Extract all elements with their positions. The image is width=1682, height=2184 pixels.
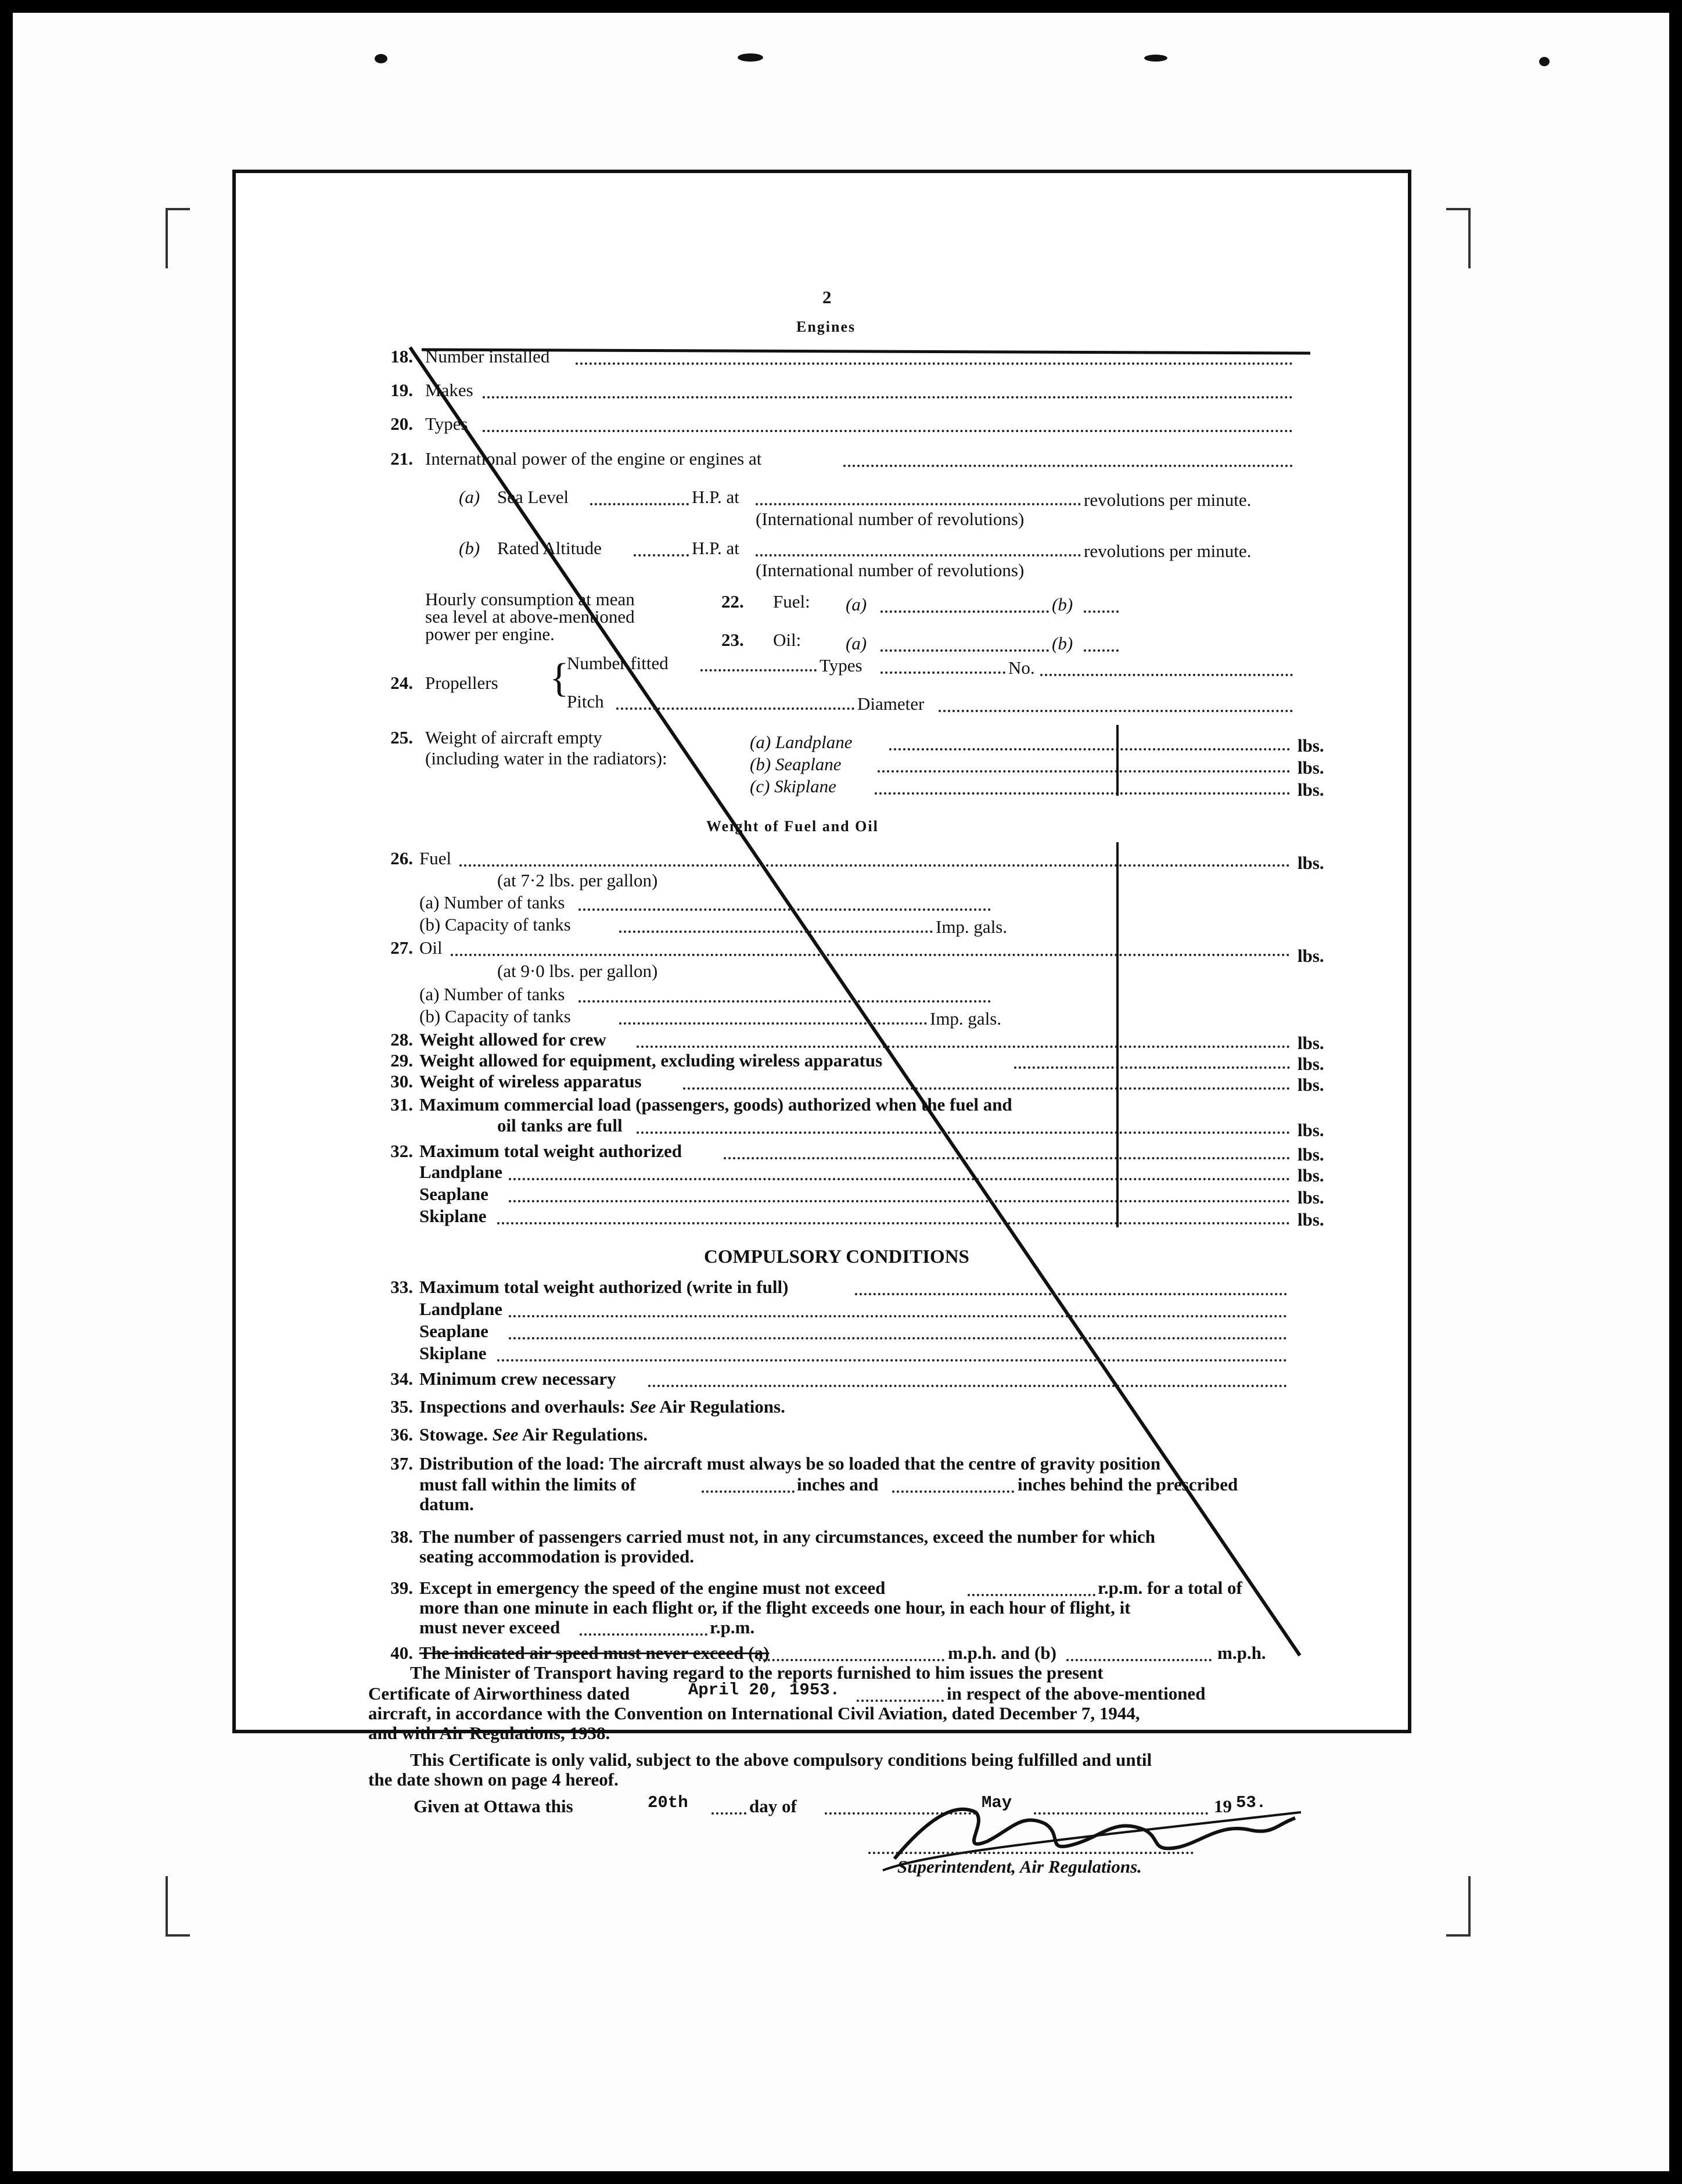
item-number: 30.	[390, 1071, 413, 1091]
fill-line	[702, 1490, 795, 1493]
item-number: 33.	[390, 1277, 413, 1297]
item-number: 20.	[390, 414, 413, 434]
skiplane-label: Skiplane	[419, 1206, 487, 1226]
seaplane-label: Seaplane	[419, 1184, 488, 1204]
corner-bracket	[166, 208, 190, 268]
types-label: Types	[820, 655, 862, 676]
given-century: 19	[1214, 1796, 1232, 1816]
item-number: 25.	[390, 727, 413, 748]
rev-label: revolutions per minute.	[1084, 541, 1252, 561]
weight-empty-label: (including water in the radiators):	[425, 748, 667, 768]
fill-line	[637, 1046, 1290, 1048]
hp-at: H.P. at	[692, 487, 739, 507]
fill-line	[855, 1293, 1287, 1295]
fill-line	[483, 396, 1293, 398]
c37-line: must fall within the limits of	[419, 1474, 636, 1495]
fill-line	[711, 1812, 746, 1815]
item-label: Number installed	[425, 346, 550, 367]
oil-label: Oil	[419, 937, 443, 958]
cert-line: and with Air Regulations, 1938.	[368, 1723, 610, 1743]
item-number: 28.	[390, 1029, 413, 1050]
cert-line: in respect of the above-mentioned	[947, 1683, 1206, 1704]
item-label: Makes	[425, 380, 473, 400]
fill-line	[616, 707, 854, 710]
fill-line	[1066, 1659, 1212, 1661]
item-number: 39.	[390, 1578, 413, 1598]
fill-line	[576, 362, 1293, 365]
given-month: May	[982, 1793, 1012, 1812]
commercial-label: oil tanks are full	[497, 1115, 623, 1136]
no-label: No.	[1008, 658, 1035, 678]
certificate-page	[232, 170, 1411, 1733]
sea-level-label: Sea Level	[497, 487, 569, 507]
item-label: International power of the engine or engines at	[425, 448, 762, 469]
fill-line	[968, 1594, 1095, 1596]
c39-line: r.p.m. for a total of	[1098, 1578, 1242, 1598]
brace: {	[549, 656, 569, 701]
intl-rev-note: (International number of revolutions)	[756, 560, 1025, 580]
item-number: 29.	[390, 1050, 413, 1071]
cert-date: April 20, 1953.	[688, 1680, 840, 1700]
c40-line: m.p.h.	[1217, 1643, 1266, 1663]
diameter-label: Diameter	[857, 694, 925, 714]
fuel-a: (a)	[846, 594, 867, 615]
fill-line	[1014, 1066, 1290, 1069]
consumption-label: sea level at above-mentioned	[425, 606, 635, 627]
fill-line	[483, 430, 1293, 432]
c40-line: m.p.h. and (b)	[948, 1643, 1056, 1663]
propellers-label: Propellers	[425, 673, 498, 693]
landplane-label: Landplane	[419, 1162, 503, 1182]
corner-bracket	[1446, 208, 1471, 268]
lbs-unit: lbs.	[1298, 1187, 1324, 1208]
item-number: 18.	[390, 346, 413, 367]
fuel-b: (b)	[1052, 594, 1073, 615]
imp-gals: Imp. gals.	[936, 917, 1008, 937]
lbs-unit: lbs.	[1298, 780, 1324, 800]
item-number: 35.	[390, 1396, 413, 1417]
item-number: 19.	[390, 380, 413, 400]
lbs-unit: lbs.	[1298, 1054, 1324, 1074]
fuel-oil-header: Weight of Fuel and Oil	[706, 818, 879, 835]
fill-line	[634, 554, 689, 556]
c35-label: Inspections and overhauls: See Air Regulations.	[419, 1396, 785, 1417]
imp-gals: Imp. gals.	[930, 1008, 1002, 1029]
weight-empty-label: Weight of aircraft empty	[425, 727, 602, 748]
fill-line	[1040, 674, 1293, 676]
fill-line	[892, 1490, 1014, 1493]
oil-tanks-label: (a) Number of tanks	[419, 984, 565, 1004]
cert-line: The Minister of Transport having regard to the reports furnished to him issues the present	[410, 1662, 1104, 1683]
number-fitted-label: Number fitted	[567, 653, 669, 673]
lbs-unit: lbs.	[1298, 1033, 1324, 1053]
pitch-label: Pitch	[567, 691, 604, 712]
oil-label: Oil:	[773, 630, 802, 650]
given-year: 53.	[1236, 1793, 1267, 1812]
lbs-unit: lbs.	[1298, 946, 1324, 966]
fill-line	[759, 1659, 944, 1661]
fill-line	[637, 1131, 1290, 1134]
fill-line	[619, 1022, 927, 1025]
c34-label: Minimum crew necessary	[419, 1368, 616, 1389]
weight-label: Weight allowed for equipment, excluding wireless apparatus	[419, 1050, 883, 1071]
fill-line	[756, 554, 1081, 556]
c38-line: The number of passengers carried must not, in any circumstances, exceed the number for which	[419, 1526, 1155, 1547]
item-number: 31.	[390, 1094, 413, 1115]
lbs-unit: lbs.	[1298, 1165, 1324, 1186]
rev-label: revolutions per minute.	[1084, 490, 1252, 510]
film-mark	[375, 54, 387, 63]
given-at: Given at Ottawa this	[414, 1796, 573, 1816]
item-number: 24.	[390, 673, 413, 693]
fill-line	[880, 671, 1005, 674]
skiplane-label: Skiplane	[419, 1343, 487, 1363]
c38-line: seating accommodation is provided.	[419, 1546, 695, 1567]
lbs-unit: lbs.	[1298, 1209, 1324, 1230]
c37-line: inches behind the prescribed	[1018, 1474, 1238, 1495]
fill-line	[509, 1315, 1287, 1317]
film-mark	[1539, 57, 1550, 66]
item-number: 37.	[390, 1453, 413, 1474]
fill-line	[683, 1087, 1290, 1090]
c33-label: Maximum total weight authorized (write in full)	[419, 1277, 789, 1297]
intl-rev-note: (International number of revolutions)	[756, 509, 1025, 529]
c39-line: more than one minute in each flight or, if the flight exceeds one hour, in each hour of flight, it	[419, 1597, 1131, 1618]
fill-line	[580, 1633, 707, 1636]
seaplane-label: Seaplane	[419, 1321, 488, 1341]
c36-label: Stowage. See Air Regulations.	[419, 1424, 648, 1445]
fill-line	[878, 770, 1290, 773]
fuel-rate: (at 7·2 lbs. per gallon)	[497, 870, 658, 890]
lbs-unit: lbs.	[1298, 1144, 1324, 1165]
item-number: 38.	[390, 1526, 413, 1547]
fill-line	[451, 954, 1290, 956]
fill-line	[880, 649, 1049, 652]
item-number: 27.	[390, 937, 413, 958]
fill-line	[578, 908, 991, 911]
fill-line	[1084, 610, 1119, 613]
oil-rate: (at 9·0 lbs. per gallon)	[497, 961, 658, 981]
item-number: 34.	[390, 1368, 413, 1389]
skiplane-label: (c) Skiplane	[750, 776, 836, 796]
fill-line	[857, 1700, 944, 1702]
lbs-unit: lbs.	[1298, 735, 1324, 756]
item-number: 32.	[390, 1141, 413, 1161]
item-number: 22.	[721, 591, 744, 612]
lbs-unit: lbs.	[1298, 1075, 1324, 1095]
lbs-unit: lbs.	[1298, 757, 1324, 778]
fuel-capacity-label: (b) Capacity of tanks	[419, 914, 571, 935]
fill-line	[756, 503, 1081, 505]
fill-line	[619, 931, 933, 933]
max-total-label: Maximum total weight authorized	[419, 1141, 682, 1161]
c37-line: inches and	[797, 1474, 879, 1495]
oil-a: (a)	[846, 633, 867, 653]
film-mark	[738, 53, 763, 62]
c40-line: The indicated air speed must never exceed (a)	[419, 1643, 770, 1663]
seaplane-label: (b) Seaplane	[750, 754, 842, 774]
weight-label: Weight allowed for crew	[419, 1029, 606, 1050]
valid-line: This Certificate is only valid, subject to the above compulsory conditions being fulfilled and until	[410, 1750, 1152, 1770]
compulsory-header: COMPULSORY CONDITIONS	[704, 1247, 969, 1267]
corner-bracket	[1446, 1876, 1471, 1937]
c39-line: must never exceed	[419, 1617, 560, 1637]
fill-line	[875, 792, 1290, 795]
fuel-label: Fuel	[419, 848, 452, 868]
fill-line	[880, 610, 1049, 613]
item-number: 26.	[390, 848, 413, 868]
corner-bracket	[166, 1876, 190, 1937]
lbs-unit: lbs.	[1298, 853, 1324, 873]
fill-line	[939, 710, 1293, 712]
oil-capacity-label: (b) Capacity of tanks	[419, 1006, 571, 1026]
consumption-label: power per engine.	[425, 624, 555, 644]
column-rule	[1116, 842, 1119, 1034]
item-number: 36.	[390, 1424, 413, 1445]
fill-line	[843, 465, 1293, 467]
column-rule	[1116, 1027, 1119, 1227]
fill-line	[889, 748, 1290, 750]
weight-label: Weight of wireless apparatus	[419, 1071, 642, 1091]
column-rule	[1116, 725, 1119, 796]
fill-line	[1084, 649, 1119, 652]
film-mark	[1144, 55, 1167, 62]
item-number: 40.	[390, 1643, 413, 1663]
fill-line	[509, 1200, 1290, 1202]
given-day-of: day of	[749, 1796, 797, 1816]
cert-line: aircraft, in accordance with the Convention on International Civil Aviation, dated December 7, 1944,	[368, 1703, 1140, 1723]
page-number: 2	[822, 287, 832, 307]
engines-header: Engines	[796, 318, 856, 335]
landplane-label: (a) Landplane	[750, 732, 853, 752]
item-label: Types	[425, 414, 468, 434]
fill-line	[724, 1157, 1290, 1159]
cert-line: Certificate of Airworthiness dated	[368, 1683, 630, 1704]
c37-line: Distribution of the load: The aircraft must always be so loaded that the centre of gravity position	[419, 1453, 1161, 1474]
fuel-tanks-label: (a) Number of tanks	[419, 892, 565, 913]
fill-line	[459, 864, 1290, 867]
oil-b: (b)	[1052, 633, 1073, 653]
fill-line	[648, 1385, 1287, 1387]
fill-line	[497, 1359, 1287, 1362]
rated-altitude-letter: (b)	[459, 538, 480, 558]
hp-at: H.P. at	[692, 538, 739, 558]
lbs-unit: lbs.	[1298, 1120, 1324, 1140]
rated-altitude-label: Rated Altitude	[497, 538, 602, 558]
signature-title: Superintendent, Air Regulations.	[897, 1856, 1142, 1877]
landplane-label: Landplane	[419, 1299, 503, 1319]
signature-line	[868, 1852, 1194, 1854]
fill-line	[590, 503, 689, 505]
c39-line: Except in emergency the speed of the engine must not exceed	[419, 1578, 886, 1598]
fill-line	[700, 669, 817, 671]
sea-level-letter: (a)	[459, 487, 480, 507]
given-day: 20th	[648, 1793, 688, 1812]
valid-line: the date shown on page 4 hereof.	[368, 1769, 619, 1790]
fuel-label: Fuel:	[773, 591, 810, 612]
fill-line	[509, 1178, 1290, 1180]
commercial-label: Maximum commercial load (passengers, goods) authorized when the fuel and	[419, 1094, 1012, 1115]
item-number: 23.	[721, 630, 744, 650]
fill-line	[509, 1337, 1287, 1339]
c39-line: r.p.m.	[710, 1617, 755, 1637]
c37-line: datum.	[419, 1494, 474, 1514]
fill-line	[497, 1222, 1290, 1224]
consumption-label: Hourly consumption at mean	[425, 589, 635, 609]
item-number: 21.	[390, 448, 413, 469]
fill-line	[578, 1000, 991, 1003]
